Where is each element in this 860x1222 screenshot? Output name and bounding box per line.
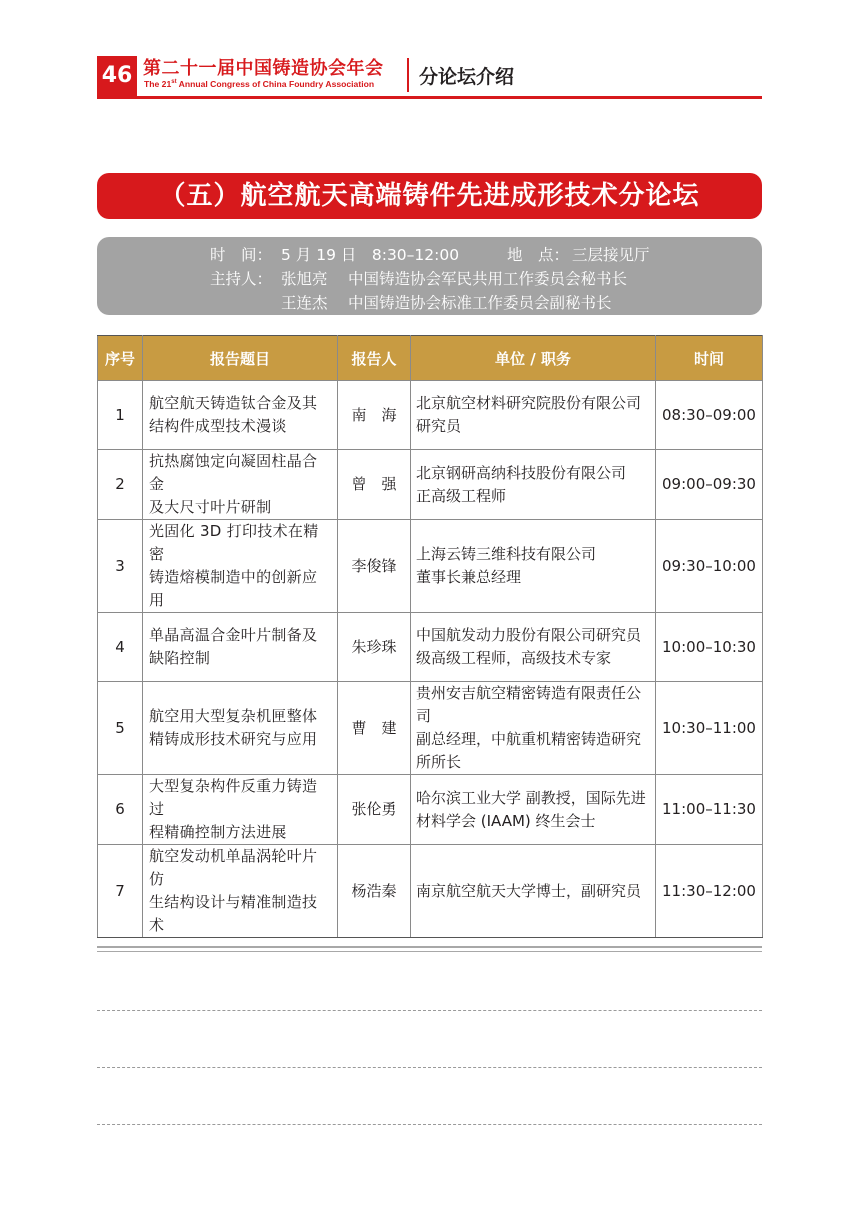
host1-role: 中国铸造协会军民共用工作委员会秘书长 <box>348 270 628 288</box>
affiliation: 南京航空航天大学博士，副研究员 <box>411 845 656 938</box>
row-number: 7 <box>98 845 143 938</box>
table-row <box>98 520 763 613</box>
table-row <box>98 775 763 845</box>
table-row <box>98 450 763 520</box>
speaker: 朱珍珠 <box>338 613 411 682</box>
speaker: 曾 强 <box>338 450 411 520</box>
affiliation: 北京航空材料研究院股份有限公司 研究员 <box>411 381 656 450</box>
notes-top-rule <box>97 946 762 952</box>
host2-role: 中国铸造协会标准工作委员会副秘书长 <box>348 294 612 312</box>
report-title: 航空用大型复杂机匣整体 精铸成形技术研究与应用 <box>143 682 338 775</box>
col-header-time: 时间 <box>656 336 763 381</box>
col-header-no: 序号 <box>98 336 143 381</box>
place-label: 地 点： <box>507 246 570 264</box>
report-title: 光固化 3D 打印技术在精密 铸造熔模制造中的创新应用 <box>143 520 338 613</box>
section-name: 分论坛介绍 <box>419 66 515 88</box>
host1-name: 张旭亮 <box>281 270 328 288</box>
report-title: 大型复杂构件反重力铸造过 程精确控制方法进展 <box>143 775 338 845</box>
table-row <box>98 682 763 775</box>
speaker: 曹 建 <box>338 682 411 775</box>
congress-title-cn: 第二十一届中国铸造协会年会 <box>143 58 384 79</box>
row-number: 5 <box>98 682 143 775</box>
col-header-org: 单位 / 职务 <box>411 336 656 381</box>
affiliation: 北京钢研高纳科技股份有限公司 正高级工程师 <box>411 450 656 520</box>
report-title: 抗热腐蚀定向凝固柱晶合金 及大尺寸叶片研制 <box>143 450 338 520</box>
time-slot: 09:30–10:00 <box>656 520 763 613</box>
report-title: 单晶高温合金叶片制备及 缺陷控制 <box>143 613 338 682</box>
affiliation: 哈尔滨工业大学 副教授，国际先进 材料学会 (IAAM) 终生会士 <box>411 775 656 845</box>
header-separator <box>407 58 409 92</box>
affiliation: 贵州安吉航空精密铸造有限责任公司 副总经理，中航重机精密铸造研究 所所长 <box>411 682 656 775</box>
forum-info-box <box>97 237 762 315</box>
time-slot: 11:30–12:00 <box>656 845 763 938</box>
row-number: 3 <box>98 520 143 613</box>
table-row <box>98 613 763 682</box>
report-title: 航空发动机单晶涡轮叶片仿 生结构设计与精准制造技术 <box>143 845 338 938</box>
speaker: 张伦勇 <box>338 775 411 845</box>
row-number: 1 <box>98 381 143 450</box>
page-header <box>97 50 762 98</box>
host-label: 主持人： <box>210 270 273 288</box>
header-rule <box>97 96 762 99</box>
row-number: 4 <box>98 613 143 682</box>
forum-title: （五）航空航天高端铸件先进成形技术分论坛 <box>97 173 762 219</box>
table-row <box>98 381 763 450</box>
speaker: 李俊锋 <box>338 520 411 613</box>
table-header-row <box>98 336 763 381</box>
time-slot: 10:30–11:00 <box>656 682 763 775</box>
time-slot: 10:00–10:30 <box>656 613 763 682</box>
schedule-table <box>97 335 763 938</box>
speaker: 杨浩秦 <box>338 845 411 938</box>
time-value: 5 月 19 日 8:30–12:00 <box>281 246 460 264</box>
table-row <box>98 845 763 938</box>
host2-name: 王连杰 <box>281 294 328 312</box>
report-title: 航空航天铸造钛合金及其 结构件成型技术漫谈 <box>143 381 338 450</box>
notes-line <box>97 1067 762 1068</box>
congress-title-en: The 21st Annual Congress of China Foundry Association <box>144 79 375 89</box>
notes-line <box>97 1010 762 1011</box>
col-header-speaker: 报告人 <box>338 336 411 381</box>
page-number: 46 <box>97 56 137 96</box>
notes-line <box>97 1124 762 1125</box>
col-header-title: 报告题目 <box>143 336 338 381</box>
place-value: 三层接见厅 <box>572 246 650 264</box>
row-number: 6 <box>98 775 143 845</box>
speaker: 南 海 <box>338 381 411 450</box>
row-number: 2 <box>98 450 143 520</box>
time-slot: 09:00–09:30 <box>656 450 763 520</box>
time-slot: 08:30–09:00 <box>656 381 763 450</box>
affiliation: 上海云铸三维科技有限公司 董事长兼总经理 <box>411 520 656 613</box>
time-label: 时 间： <box>210 246 273 264</box>
time-slot: 11:00–11:30 <box>656 775 763 845</box>
affiliation: 中国航发动力股份有限公司研究员 级高级工程师，高级技术专家 <box>411 613 656 682</box>
